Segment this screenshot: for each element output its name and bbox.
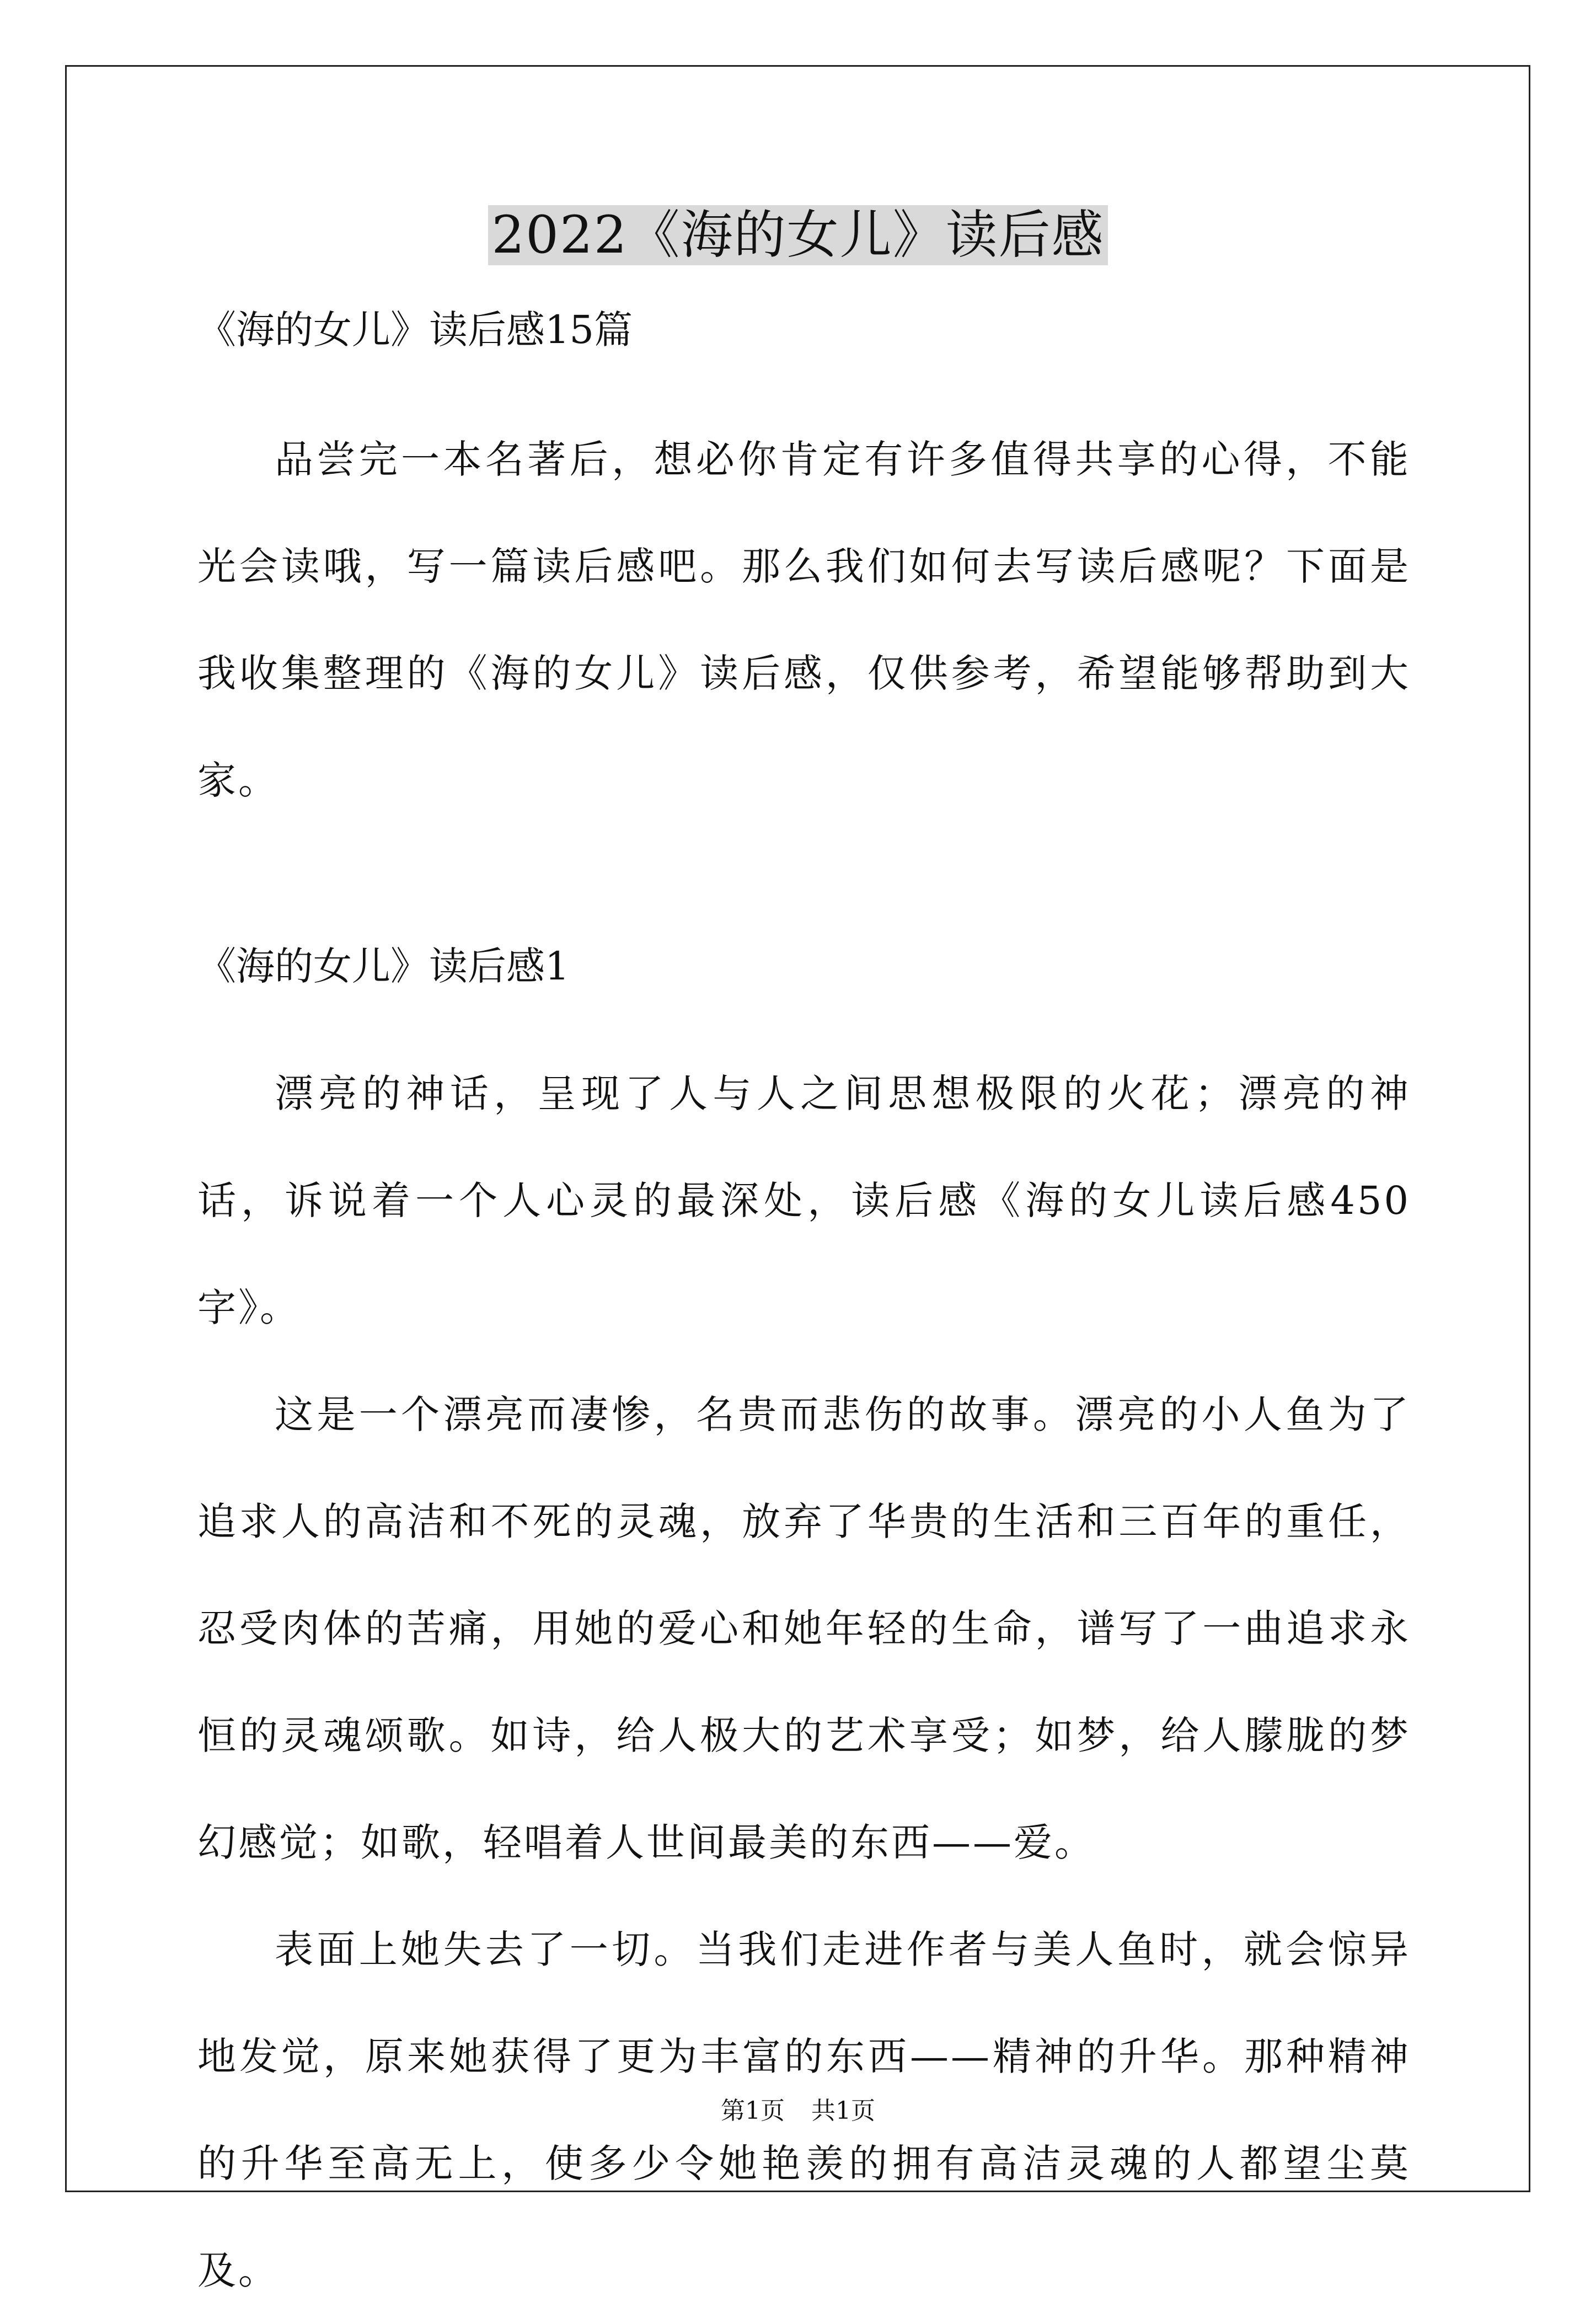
document-title [0,200,1596,271]
section-paragraph-1: 漂亮的神话，呈现了人与人之间思想极限的火花；漂亮的神话，诉说着一个人心灵的最深处，读后感《海的女儿读后感450字》。 [197,1071,1411,1330]
document-title-text: 2022《海的女儿》读后感 [488,205,1107,265]
page-number-current: 第1页 [721,2097,785,2125]
section-heading: 《海的女儿》读后感1 [197,944,570,989]
page-footer [0,2095,1596,2128]
section-paragraph-3: 表面上她失去了一切。当我们走进作者与美人鱼时，就会惊异地发觉，原来她获得了更为丰富的东西——精神的升华。那种精神的升华至高无上，使多少令她艳羡的拥有高洁灵魂的人都望尘莫及。 [197,1927,1411,2293]
intro-paragraph: 品尝完一本名著后，想必你肯定有许多值得共享的心得，不能光会读哦，写一篇读后感吧。那么我们如何去写读后感呢？下面是我收集整理的《海的女儿》读后感，仅供参考，希望能够帮助到大家。 [197,437,1411,803]
section-paragraph-2: 这是一个漂亮而凄惨，名贵而悲伤的故事。漂亮的小人鱼为了追求人的高洁和不死的灵魂，放弃了华贵的生活和三百年的重任，忍受肉体的苦痛，用她的爱心和她年轻的生命，谱写了一曲追求永恒的灵魂颂歌。如诗，给人极大的艺术享受；如梦，给人朦胧的梦幻感觉；如歌，轻唱着人世间最美的东西——爱。 [197,1392,1411,1865]
document-subtitle: 《海的女儿》读后感15篇 [197,307,633,352]
page-number-total: 共1页 [811,2097,875,2125]
document-body [197,302,1411,2324]
